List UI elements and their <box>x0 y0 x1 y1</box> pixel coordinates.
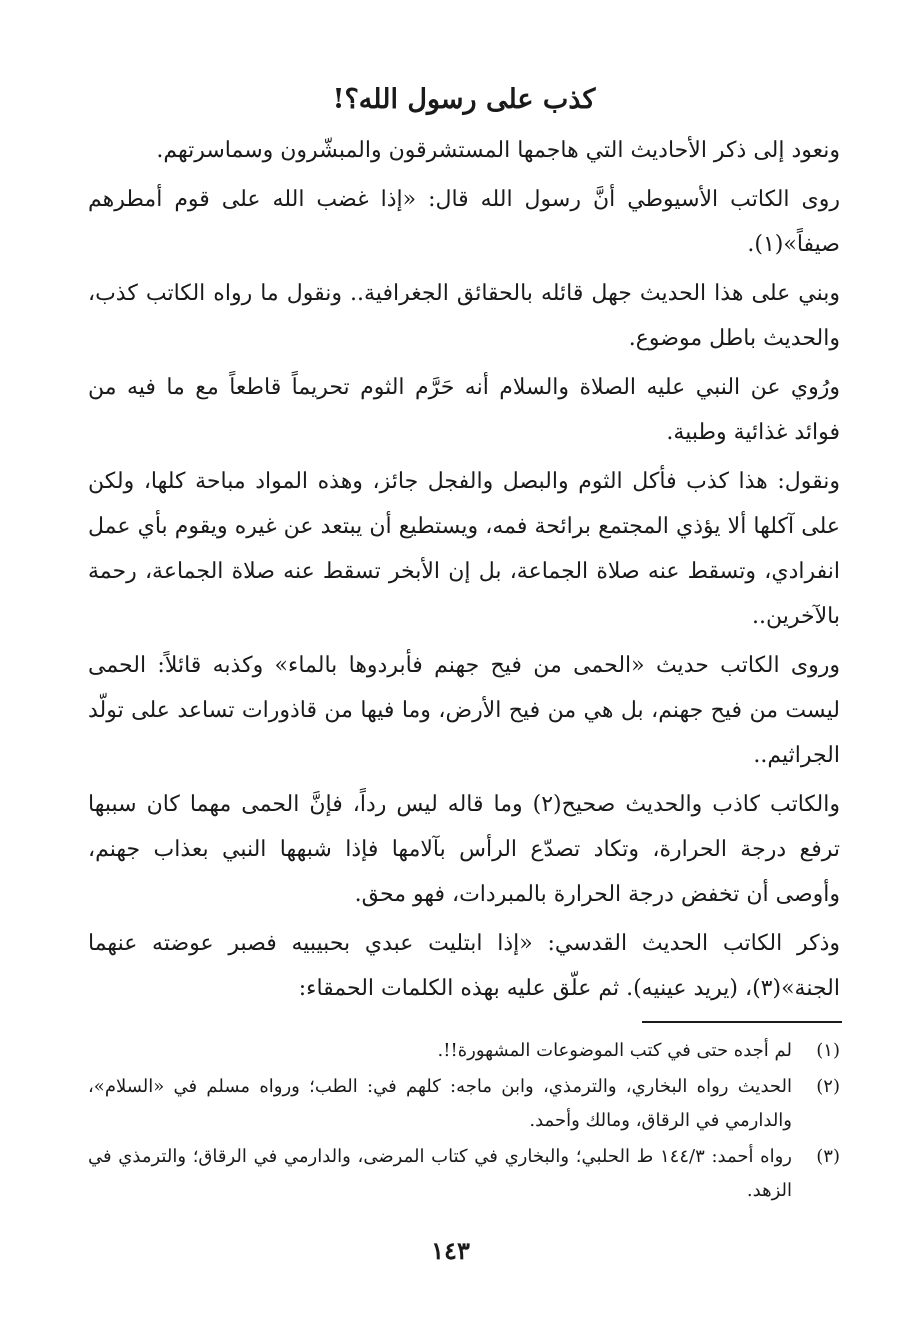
footnote-divider <box>642 1021 842 1023</box>
footnote-number: (٢) <box>816 1076 840 1097</box>
footnote-2 <box>88 1070 840 1138</box>
paragraph-1: ونعود إلى ذكر الأحاديث التي هاجمها المستشرقون والمبشّرون وسماسرتهم. <box>156 138 840 163</box>
paragraph-8: وذكر الكاتب الحديث القدسي: «إذا ابتليت عبدي بحبيبيه فصبر عوضته عنهما الجنة»(٣)، (يريد عينيه). ثم علّق عليه بهذه الكلمات الحمقاء: <box>88 931 840 1001</box>
footnotes <box>88 1034 840 1210</box>
footnote-text: لم أجده حتى في كتب الموضوعات المشهورة!!. <box>437 1040 792 1061</box>
paragraph-3: وبني على هذا الحديث جهل قائله بالحقائق الجغرافية.. ونقول ما رواه الكاتب كذب، والحديث باطل موضوع. <box>88 281 840 351</box>
page-title: كذب على رسول الله؟! <box>332 84 596 115</box>
page-body <box>88 70 840 1015</box>
paragraph-2: روى الكاتب الأسيوطي أنَّ رسول الله قال: «إذا غضب الله على قوم أمطرهم صيفاً»(١). <box>88 187 840 257</box>
paragraph-6: وروى الكاتب حديث «الحمى من فيح جهنم فأبردوها بالماء» وكذبه قائلاً: الحمى ليست من فيح جهنم، بل هي من فيح الأرض، وما فيها من قاذورات تساعد على تولّد الجراثيم.. <box>88 653 840 768</box>
footnote-text: الحديث رواه البخاري، والترمذي، وابن ماجه: كلهم في: الطب؛ ورواه مسلم في «السلام»، والدارمي في الرقاق، ومالك وأحمد. <box>88 1076 792 1131</box>
footnote-3 <box>88 1140 840 1208</box>
footnote-1 <box>88 1034 840 1068</box>
page-number: ١٤٣ <box>431 1236 470 1265</box>
footnote-number: (٣) <box>816 1146 840 1167</box>
footnote-text: رواه أحمد: ١٤٤/٣ ط الحلبي؛ والبخاري في كتاب المرضى، والدارمي في الرقاق؛ والترمذي في الزهد. <box>88 1146 792 1201</box>
footnote-number: (١) <box>816 1040 840 1061</box>
paragraph-4: ورُوي عن النبي عليه الصلاة والسلام أنه حَرَّم الثوم تحريماً قاطعاً مع ما فيه من فوائد غذائية وطبية. <box>88 375 840 445</box>
paragraph-7: والكاتب كاذب والحديث صحيح(٢) وما قاله ليس رداً، فإنَّ الحمى مهما كان سببها ترفع درجة الحرارة، وتكاد تصدّع الرأس بآلامها فإذا شبهها النبي بعذاب جهنم، وأوصى أن تخفض درجة الحرارة بالمبردات، فهو محق. <box>88 792 840 907</box>
paragraph-5: ونقول: هذا كذب فأكل الثوم والبصل والفجل جائز، وهذه المواد مباحة كلها، ولكن على آكلها ألا يؤذي المجتمع برائحة فمه، ويستطيع أن يبتعد عن غيره ويقوم بأي عمل انفرادي، وتسقط عنه صلاة الجماعة، بل إن الأبخر تسقط عنه صلاة الجماعة، رحمة بالآخرين.. <box>88 469 840 629</box>
